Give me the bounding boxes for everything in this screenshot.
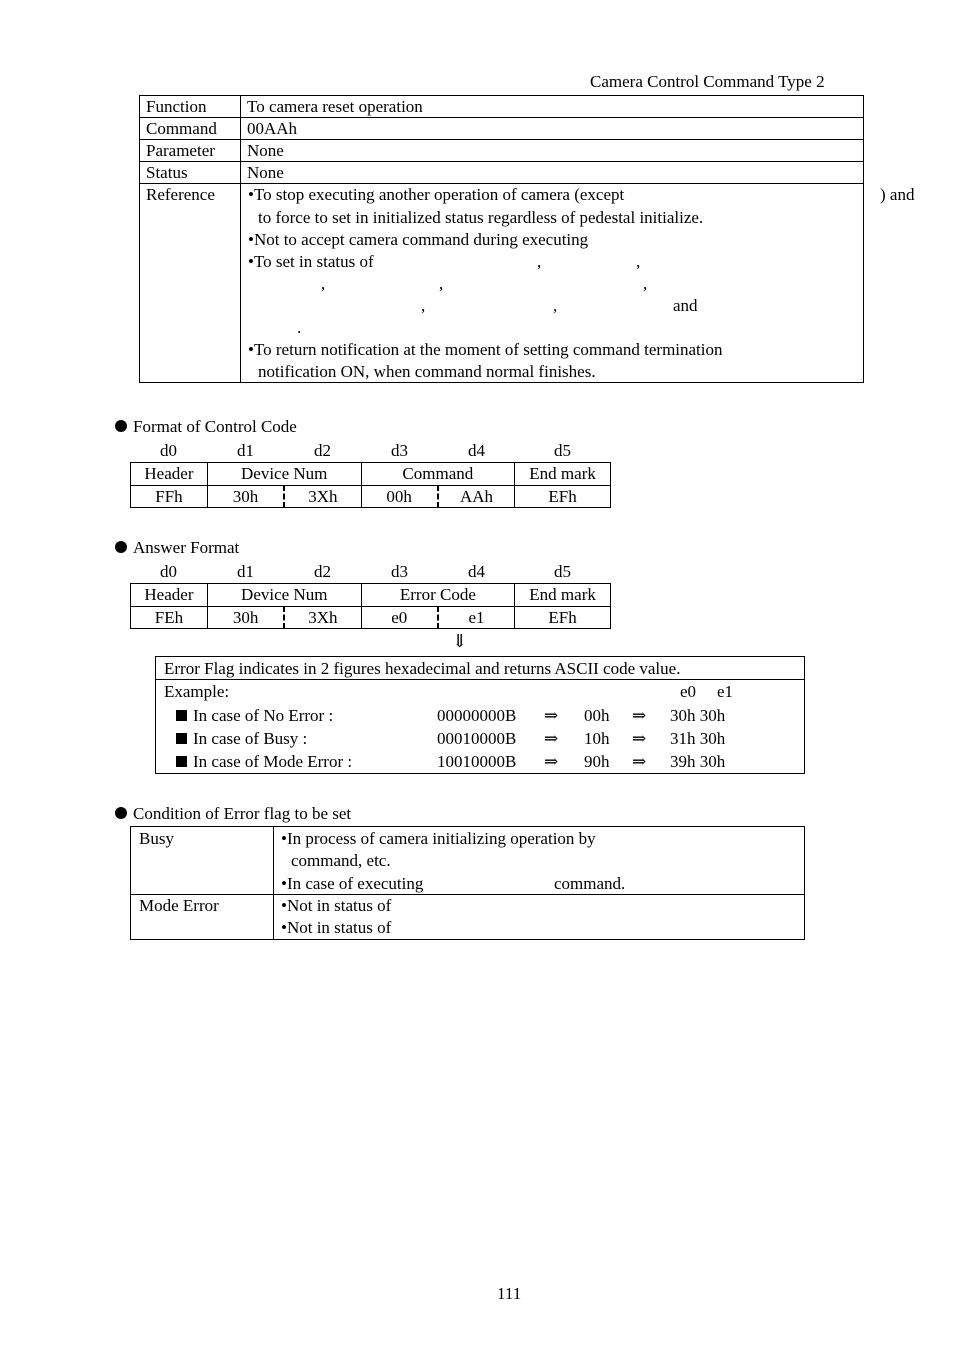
- table-row: [140, 140, 864, 162]
- binary-value: 00000000B: [437, 706, 517, 725]
- divider: [131, 894, 804, 895]
- byte-value: e1: [438, 607, 515, 629]
- byte-value: 3Xh: [284, 486, 361, 508]
- condition-line: •In case of executing: [281, 874, 424, 893]
- hex-value: 00h: [584, 706, 610, 725]
- group-header: Command: [361, 463, 515, 486]
- reference-line: notification ON, when command normal finishes.: [258, 362, 596, 381]
- row-label: Reference: [140, 184, 241, 383]
- square-bullet-icon: [176, 733, 187, 744]
- arrow-icon: ⇒: [544, 752, 559, 771]
- byte-value: AAh: [438, 486, 515, 508]
- list-item: [176, 752, 352, 772]
- byte-value: 30h: [207, 607, 284, 629]
- e0-label: e0: [680, 682, 697, 701]
- group-header: End mark: [515, 463, 611, 486]
- row-value: None: [241, 162, 864, 184]
- table-row: [131, 607, 611, 629]
- error-condition-heading: [115, 804, 351, 824]
- control-code-table: [130, 462, 611, 508]
- reference-line: •To return notification at the moment of setting command termination: [248, 340, 723, 359]
- list-item: [176, 729, 307, 749]
- group-header: Header: [131, 463, 208, 486]
- section-title: Format of Control Code: [133, 417, 297, 436]
- column-label: d3: [391, 441, 408, 460]
- row-label: Parameter: [140, 140, 241, 162]
- reference-line: ,: [321, 274, 326, 293]
- row-value: To camera reset operation: [241, 96, 864, 118]
- byte-value: EFh: [515, 607, 611, 629]
- group-header: End mark: [515, 584, 611, 607]
- group-header: Header: [131, 584, 208, 607]
- arrow-icon: ⇒: [632, 752, 647, 771]
- column-label: d0: [160, 441, 177, 460]
- column-label: d4: [468, 441, 485, 460]
- row-label: Command: [140, 118, 241, 140]
- condition-line: command.: [554, 874, 626, 893]
- column-label: d1: [237, 441, 254, 460]
- reference-line: ,: [636, 252, 641, 271]
- answer-format-table: [130, 583, 611, 629]
- table-row: [140, 184, 864, 383]
- reference-cell: [241, 184, 915, 383]
- mode-error-label: Mode Error: [139, 896, 219, 915]
- column-label: d2: [314, 441, 331, 460]
- reference-line: ,: [553, 296, 558, 315]
- arrow-icon: ⇒: [544, 706, 559, 725]
- table-row: [131, 486, 611, 508]
- arrow-icon: ⇒: [632, 729, 647, 748]
- row-label: Function: [140, 96, 241, 118]
- error-condition-table: [130, 826, 805, 940]
- column-label: d5: [554, 441, 571, 460]
- table-row: [140, 162, 864, 184]
- reference-line: ,: [643, 274, 648, 293]
- byte-value: e0: [361, 607, 438, 629]
- reference-line: ) and: [880, 185, 915, 204]
- bullet-icon: [115, 420, 127, 432]
- page-header: Camera Control Command Type 2: [590, 72, 825, 91]
- square-bullet-icon: [176, 710, 187, 721]
- byte-value: 3Xh: [284, 607, 361, 629]
- down-arrow-icon: ⇓: [452, 631, 468, 651]
- case-label: In case of Mode Error :: [193, 752, 353, 771]
- column-label: d0: [160, 562, 177, 581]
- control-code-heading: [115, 417, 297, 437]
- square-bullet-icon: [176, 756, 187, 767]
- group-header: Device Num: [207, 463, 361, 486]
- bullet-icon: [115, 807, 127, 819]
- e1-label: e1: [717, 682, 734, 701]
- reference-line: •Not to accept camera command during executing: [248, 230, 589, 249]
- table-row: [140, 96, 864, 118]
- reference-line: •To stop executing another operation of camera (except: [248, 185, 625, 204]
- busy-label: Busy: [139, 829, 174, 848]
- byte-value: FEh: [131, 607, 208, 629]
- row-value: 00AAh: [241, 118, 864, 140]
- byte-value: 00h: [361, 486, 438, 508]
- list-item: [176, 706, 333, 726]
- section-title: Answer Format: [133, 538, 240, 557]
- hex-value: 10h: [584, 729, 610, 748]
- example-label: Example:: [164, 682, 230, 701]
- table-row: [140, 118, 864, 140]
- reference-line: •To set in status of: [248, 252, 374, 271]
- ascii-value: 39h 30h: [670, 752, 726, 771]
- error-flag-title: Error Flag indicates in 2 figures hexadecimal and returns ASCII code value.: [164, 659, 681, 678]
- answer-format-heading: [115, 538, 239, 558]
- divider: [156, 679, 804, 680]
- binary-value: 00010000B: [437, 729, 517, 748]
- section-title: Condition of Error flag to be set: [133, 804, 352, 823]
- byte-value: EFh: [515, 486, 611, 508]
- condition-line: •Not in status of: [281, 896, 392, 915]
- row-label: Status: [140, 162, 241, 184]
- bullet-icon: [115, 541, 127, 553]
- column-label: d5: [554, 562, 571, 581]
- command-spec-table: [139, 95, 915, 383]
- arrow-icon: ⇒: [632, 706, 647, 725]
- column-label: d4: [468, 562, 485, 581]
- reference-line: and: [673, 296, 698, 315]
- ascii-value: 31h 30h: [670, 729, 726, 748]
- case-label: In case of No Error :: [193, 706, 334, 725]
- table-row: [131, 463, 611, 486]
- column-label: d2: [314, 562, 331, 581]
- reference-line: to force to set in initialized status regardless of pedestal initialize.: [258, 208, 704, 227]
- reference-line: ,: [537, 252, 542, 271]
- condition-line: •Not in status of: [281, 918, 392, 937]
- byte-value: FFh: [131, 486, 208, 508]
- arrow-icon: ⇒: [544, 729, 559, 748]
- hex-value: 90h: [584, 752, 610, 771]
- column-label: d3: [391, 562, 408, 581]
- condition-line: •In process of camera initializing operation by: [281, 829, 596, 848]
- divider: [273, 827, 274, 939]
- reference-line: ,: [421, 296, 426, 315]
- group-header: Device Num: [207, 584, 361, 607]
- table-row: [131, 584, 611, 607]
- ascii-value: 30h 30h: [670, 706, 726, 725]
- group-header: Error Code: [361, 584, 515, 607]
- case-label: In case of Busy :: [193, 729, 308, 748]
- byte-value: 30h: [207, 486, 284, 508]
- column-label: d1: [237, 562, 254, 581]
- error-flag-box: [155, 656, 805, 774]
- condition-line: command, etc.: [291, 851, 391, 870]
- reference-line: .: [297, 318, 302, 337]
- row-value: None: [241, 140, 864, 162]
- binary-value: 10010000B: [437, 752, 517, 771]
- page-number: 111: [497, 1284, 522, 1303]
- reference-line: ,: [439, 274, 444, 293]
